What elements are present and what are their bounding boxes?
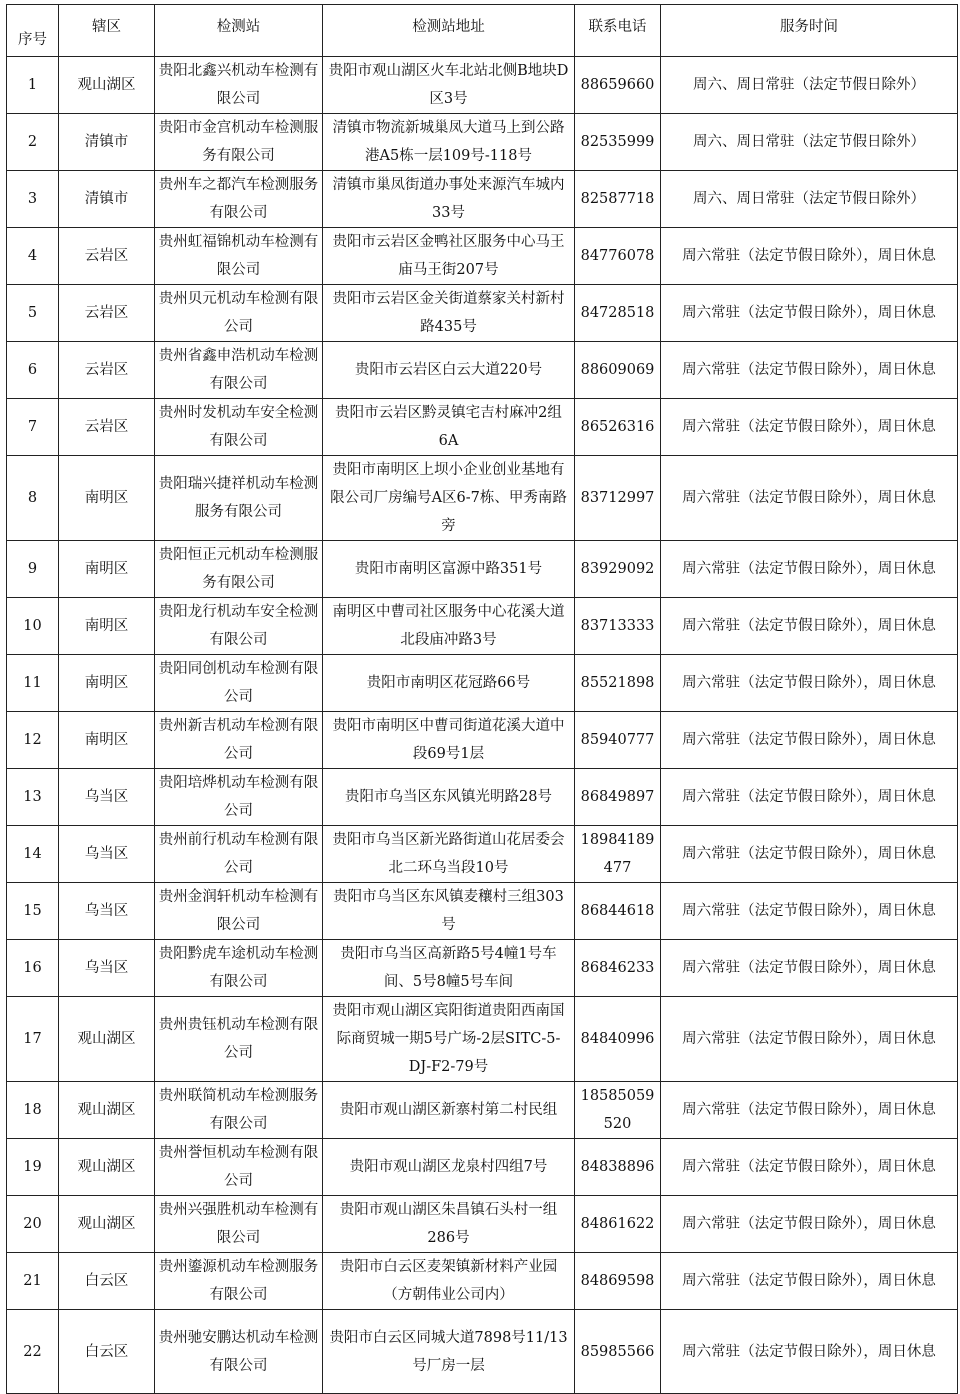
cell-service-time: 周六常驻（法定节假日除外），周日休息 (661, 1082, 958, 1139)
cell-address: 贵阳市乌当区高新路5号4幢1号车间、5号8幢5号车间 (323, 940, 575, 997)
cell-phone: 85940777 (575, 712, 661, 769)
cell-address: 南明区中曹司社区服务中心花溪大道北段庙冲路3号 (323, 598, 575, 655)
cell-district: 白云区 (59, 1253, 155, 1310)
cell-index: 7 (7, 399, 59, 456)
cell-station: 贵州金润轩机动车检测有限公司 (155, 883, 323, 940)
cell-station: 贵州誉恒机动车检测有限公司 (155, 1139, 323, 1196)
cell-phone: 86846233 (575, 940, 661, 997)
cell-district: 清镇市 (59, 171, 155, 228)
cell-address: 贵阳市乌当区东风镇麦穰村三组303号 (323, 883, 575, 940)
cell-station: 贵阳北鑫兴机动车检测有限公司 (155, 57, 323, 114)
cell-station: 贵阳恒正元机动车检测服务有限公司 (155, 541, 323, 598)
cell-station: 贵州省鑫申浩机动车检测有限公司 (155, 342, 323, 399)
cell-address: 贵阳市乌当区东风镇光明路28号 (323, 769, 575, 826)
cell-index: 3 (7, 171, 59, 228)
table-row (7, 940, 958, 997)
table-row (7, 171, 958, 228)
cell-district: 南明区 (59, 655, 155, 712)
table-row (7, 57, 958, 114)
cell-address: 清镇市巢凤街道办事处来源汽车城内33号 (323, 171, 575, 228)
cell-address: 清镇市物流新城巢凤大道马上到公路港A5栋一层109号-118号 (323, 114, 575, 171)
cell-district: 乌当区 (59, 883, 155, 940)
inspection-station-table (6, 4, 958, 1394)
cell-station: 贵阳培烨机动车检测有限公司 (155, 769, 323, 826)
cell-phone: 18585059520 (575, 1082, 661, 1139)
cell-index: 19 (7, 1139, 59, 1196)
table-row (7, 769, 958, 826)
cell-service-time: 周六常驻（法定节假日除外），周日休息 (661, 228, 958, 285)
cell-service-time: 周六常驻（法定节假日除外），周日休息 (661, 1139, 958, 1196)
table-row (7, 598, 958, 655)
cell-district: 南明区 (59, 712, 155, 769)
cell-district: 南明区 (59, 456, 155, 541)
cell-address: 贵阳市南明区中曹司街道花溪大道中段69号1层 (323, 712, 575, 769)
cell-district: 乌当区 (59, 940, 155, 997)
cell-service-time: 周六、周日常驻（法定节假日除外） (661, 171, 958, 228)
cell-service-time: 周六常驻（法定节假日除外），周日休息 (661, 598, 958, 655)
table-row (7, 826, 958, 883)
cell-service-time: 周六常驻（法定节假日除外），周日休息 (661, 1310, 958, 1394)
table-row (7, 285, 958, 342)
cell-address: 贵阳市云岩区金鸭社区服务中心马王庙马王街207号 (323, 228, 575, 285)
cell-phone: 84728518 (575, 285, 661, 342)
cell-service-time: 周六常驻（法定节假日除外），周日休息 (661, 342, 958, 399)
cell-address: 贵阳市观山湖区龙泉村四组7号 (323, 1139, 575, 1196)
cell-phone: 86844618 (575, 883, 661, 940)
cell-phone: 83713333 (575, 598, 661, 655)
cell-district: 云岩区 (59, 285, 155, 342)
cell-address: 贵阳市白云区麦架镇新材料产业园（方朝伟业公司内） (323, 1253, 575, 1310)
cell-address: 贵阳市观山湖区宾阳街道贵阳西南国际商贸城一期5号广场-2层SITC-5-DJ-F2-79号 (323, 997, 575, 1082)
cell-district: 乌当区 (59, 826, 155, 883)
cell-phone: 18984189477 (575, 826, 661, 883)
cell-station: 贵州兴强胜机动车检测有限公司 (155, 1196, 323, 1253)
cell-station: 贵阳龙行机动车安全检测有限公司 (155, 598, 323, 655)
table-row (7, 1139, 958, 1196)
cell-district: 观山湖区 (59, 1139, 155, 1196)
cell-index: 18 (7, 1082, 59, 1139)
cell-index: 5 (7, 285, 59, 342)
table-body (7, 57, 958, 1394)
cell-station: 贵州联简机动车检测服务有限公司 (155, 1082, 323, 1139)
cell-service-time: 周六常驻（法定节假日除外），周日休息 (661, 940, 958, 997)
cell-district: 乌当区 (59, 769, 155, 826)
cell-address: 贵阳市云岩区黔灵镇宅吉村麻冲2组6A (323, 399, 575, 456)
cell-district: 观山湖区 (59, 57, 155, 114)
cell-service-time: 周六常驻（法定节假日除外），周日休息 (661, 655, 958, 712)
cell-address: 贵阳市南明区富源中路351号 (323, 541, 575, 598)
cell-phone: 84776078 (575, 228, 661, 285)
cell-service-time: 周六常驻（法定节假日除外），周日休息 (661, 399, 958, 456)
cell-address: 贵阳市观山湖区朱昌镇石头村一组286号 (323, 1196, 575, 1253)
table-row (7, 541, 958, 598)
table-row (7, 1196, 958, 1253)
cell-service-time: 周六、周日常驻（法定节假日除外） (661, 57, 958, 114)
cell-service-time: 周六常驻（法定节假日除外），周日休息 (661, 883, 958, 940)
cell-station: 贵州鎏源机动车检测服务有限公司 (155, 1253, 323, 1310)
cell-phone: 85521898 (575, 655, 661, 712)
cell-station: 贵阳市金宫机动车检测服务有限公司 (155, 114, 323, 171)
cell-service-time: 周六常驻（法定节假日除外），周日休息 (661, 1253, 958, 1310)
cell-index: 10 (7, 598, 59, 655)
cell-phone: 86526316 (575, 399, 661, 456)
cell-address: 贵阳市观山湖区新寨村第二村民组 (323, 1082, 575, 1139)
table-row (7, 1253, 958, 1310)
cell-service-time: 周六常驻（法定节假日除外），周日休息 (661, 1196, 958, 1253)
table-row (7, 228, 958, 285)
cell-district: 清镇市 (59, 114, 155, 171)
cell-index: 12 (7, 712, 59, 769)
cell-district: 白云区 (59, 1310, 155, 1394)
cell-phone: 84861622 (575, 1196, 661, 1253)
cell-station: 贵阳黔虎车途机动车检测有限公司 (155, 940, 323, 997)
table-row (7, 883, 958, 940)
cell-station: 贵州新吉机动车检测有限公司 (155, 712, 323, 769)
cell-address: 贵阳市白云区同城大道7898号11/13号厂房一层 (323, 1310, 575, 1394)
table-row (7, 456, 958, 541)
cell-service-time: 周六常驻（法定节假日除外），周日休息 (661, 826, 958, 883)
cell-phone: 88659660 (575, 57, 661, 114)
table-row (7, 399, 958, 456)
cell-station: 贵阳同创机动车检测有限公司 (155, 655, 323, 712)
cell-district: 南明区 (59, 541, 155, 598)
cell-district: 云岩区 (59, 228, 155, 285)
cell-index: 15 (7, 883, 59, 940)
table-row (7, 114, 958, 171)
cell-service-time: 周六常驻（法定节假日除外），周日休息 (661, 456, 958, 541)
cell-index: 6 (7, 342, 59, 399)
cell-phone: 84840996 (575, 997, 661, 1082)
cell-phone: 83712997 (575, 456, 661, 541)
table-row (7, 997, 958, 1082)
header-index: 序号 (7, 5, 59, 57)
table-row (7, 712, 958, 769)
header-district: 辖区 (59, 5, 155, 57)
cell-phone: 84838896 (575, 1139, 661, 1196)
cell-station: 贵州驰安鹏达机动车检测有限公司 (155, 1310, 323, 1394)
table-row (7, 1082, 958, 1139)
header-phone: 联系电话 (575, 5, 661, 57)
cell-index: 2 (7, 114, 59, 171)
cell-phone: 83929092 (575, 541, 661, 598)
cell-station: 贵州前行机动车检测有限公司 (155, 826, 323, 883)
cell-address: 贵阳市乌当区新光路街道山花居委会北二环乌当段10号 (323, 826, 575, 883)
cell-district: 观山湖区 (59, 1082, 155, 1139)
cell-phone: 82535999 (575, 114, 661, 171)
cell-address: 贵阳市南明区花冠路66号 (323, 655, 575, 712)
cell-station: 贵州时发机动车安全检测有限公司 (155, 399, 323, 456)
cell-index: 9 (7, 541, 59, 598)
table-header-row (7, 5, 958, 57)
cell-address: 贵阳市云岩区金关街道蔡家关村新村路435号 (323, 285, 575, 342)
cell-index: 14 (7, 826, 59, 883)
cell-service-time: 周六常驻（法定节假日除外），周日休息 (661, 769, 958, 826)
cell-phone: 84869598 (575, 1253, 661, 1310)
cell-station: 贵州贵钰机动车检测有限公司 (155, 997, 323, 1082)
cell-district: 云岩区 (59, 399, 155, 456)
header-station: 检测站 (155, 5, 323, 57)
cell-address: 贵阳市观山湖区火车北站北侧B地块D区3号 (323, 57, 575, 114)
cell-index: 8 (7, 456, 59, 541)
cell-service-time: 周六常驻（法定节假日除外），周日休息 (661, 285, 958, 342)
header-address: 检测站地址 (323, 5, 575, 57)
cell-index: 17 (7, 997, 59, 1082)
cell-index: 4 (7, 228, 59, 285)
table-row (7, 342, 958, 399)
table-row (7, 1310, 958, 1394)
table-row (7, 655, 958, 712)
cell-index: 20 (7, 1196, 59, 1253)
cell-district: 南明区 (59, 598, 155, 655)
cell-address: 贵阳市南明区上坝小企业创业基地有限公司厂房编号A区6-7栋、甲秀南路旁 (323, 456, 575, 541)
cell-service-time: 周六常驻（法定节假日除外），周日休息 (661, 712, 958, 769)
cell-district: 云岩区 (59, 342, 155, 399)
cell-phone: 82587718 (575, 171, 661, 228)
cell-station: 贵阳瑞兴捷祥机动车检测服务有限公司 (155, 456, 323, 541)
cell-index: 22 (7, 1310, 59, 1394)
cell-index: 13 (7, 769, 59, 826)
cell-index: 1 (7, 57, 59, 114)
cell-service-time: 周六常驻（法定节假日除外），周日休息 (661, 541, 958, 598)
cell-index: 16 (7, 940, 59, 997)
cell-station: 贵州车之都汽车检测服务有限公司 (155, 171, 323, 228)
cell-address: 贵阳市云岩区白云大道220号 (323, 342, 575, 399)
cell-service-time: 周六常驻（法定节假日除外），周日休息 (661, 997, 958, 1082)
cell-district: 观山湖区 (59, 997, 155, 1082)
cell-index: 11 (7, 655, 59, 712)
header-service-time: 服务时间 (661, 5, 958, 57)
cell-phone: 85985566 (575, 1310, 661, 1394)
cell-index: 21 (7, 1253, 59, 1310)
cell-station: 贵州虹福锦机动车检测有限公司 (155, 228, 323, 285)
cell-station: 贵州贝元机动车检测有限公司 (155, 285, 323, 342)
cell-service-time: 周六、周日常驻（法定节假日除外） (661, 114, 958, 171)
cell-district: 观山湖区 (59, 1196, 155, 1253)
cell-phone: 88609069 (575, 342, 661, 399)
cell-phone: 86849897 (575, 769, 661, 826)
